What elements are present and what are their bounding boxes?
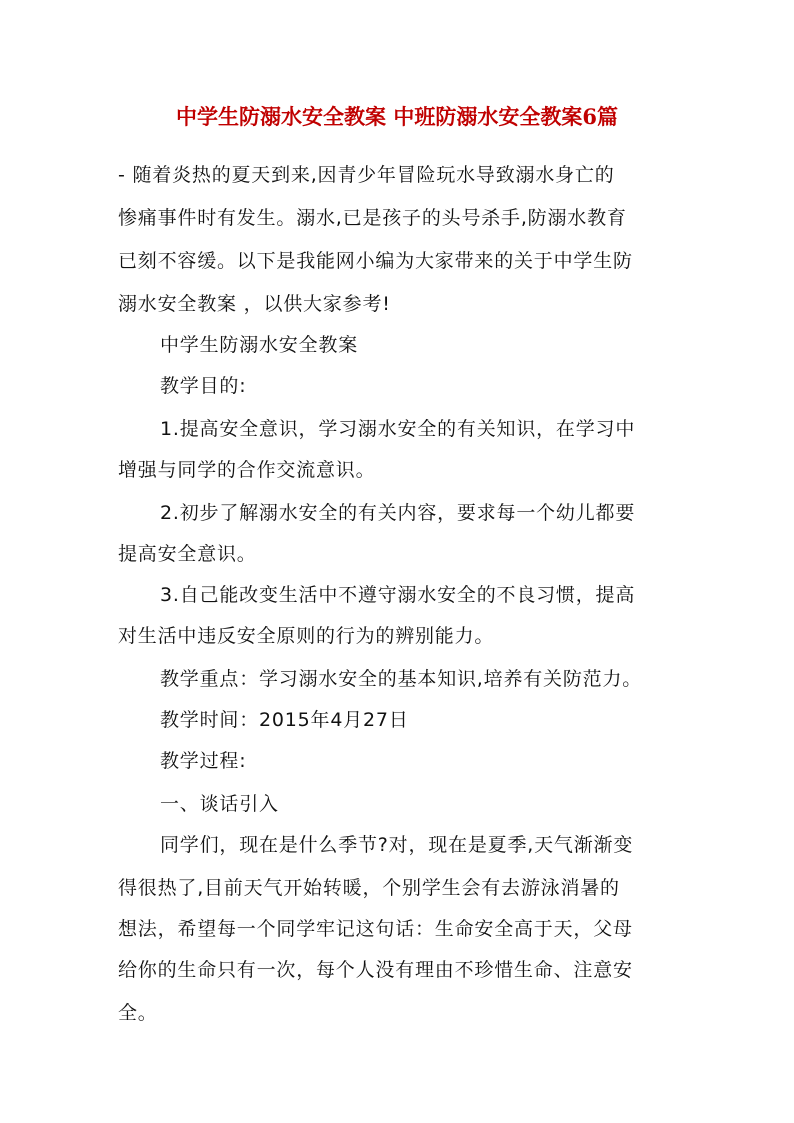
- teaching-time: 教学时间：2015年4月27日: [160, 709, 409, 731]
- process-label: 教学过程:: [160, 750, 247, 772]
- objective-2-line-1: 2.初步了解溺水安全的有关内容，要求每一个幼儿都要: [160, 502, 636, 524]
- paragraph-line-2: 得很热了,目前天气开始转暖，个别学生会有去游泳消暑的: [118, 877, 620, 899]
- section-heading: 中学生防溺水安全教案: [160, 334, 359, 356]
- objective-1-line-1: 1.提高安全意识，学习溺水安全的有关知识，在学习中: [160, 418, 636, 440]
- key-points: 教学重点：学习溺水安全的基本知识,培养有关防范力。: [160, 668, 643, 690]
- objective-3-line-2: 对生活中违反安全原则的行为的辨别能力。: [118, 625, 495, 647]
- document-title: 中学生防溺水安全教案 中班防溺水安全教案6篇: [176, 104, 618, 129]
- paragraph-line-4: 给你的生命只有一次，每个人没有理由不珍惜生命、注意安: [118, 959, 633, 981]
- paragraph-line-5: 全。: [118, 1002, 158, 1024]
- intro-line-4: 溺水安全教案 ，以供大家参考!: [118, 293, 391, 315]
- intro-line-3: 已刻不容缓。以下是我能网小编为大家带来的关于中学生防: [118, 250, 633, 272]
- intro-line-2: 惨痛事件时有发生。溺水,已是孩子的头号杀手,防溺水教育: [118, 207, 627, 229]
- objective-1-line-2: 增强与同学的合作交流意识。: [118, 459, 376, 481]
- step-1-heading: 一、谈话引入: [160, 793, 279, 815]
- objectives-label: 教学目的:: [160, 375, 247, 397]
- objective-3-line-1: 3.自己能改变生活中不遵守溺水安全的不良习惯，提高: [160, 584, 636, 606]
- paragraph-line-3: 想法，希望每一个同学牢记这句话：生命安全高于天，父母: [118, 918, 633, 940]
- intro-line-1: - 随着炎热的夏天到来,因青少年冒险玩水导致溺水身亡的: [118, 164, 615, 186]
- paragraph-line-1: 同学们，现在是什么季节?对，现在是夏季,天气渐渐变: [160, 834, 634, 856]
- objective-2-line-2: 提高安全意识。: [118, 543, 257, 565]
